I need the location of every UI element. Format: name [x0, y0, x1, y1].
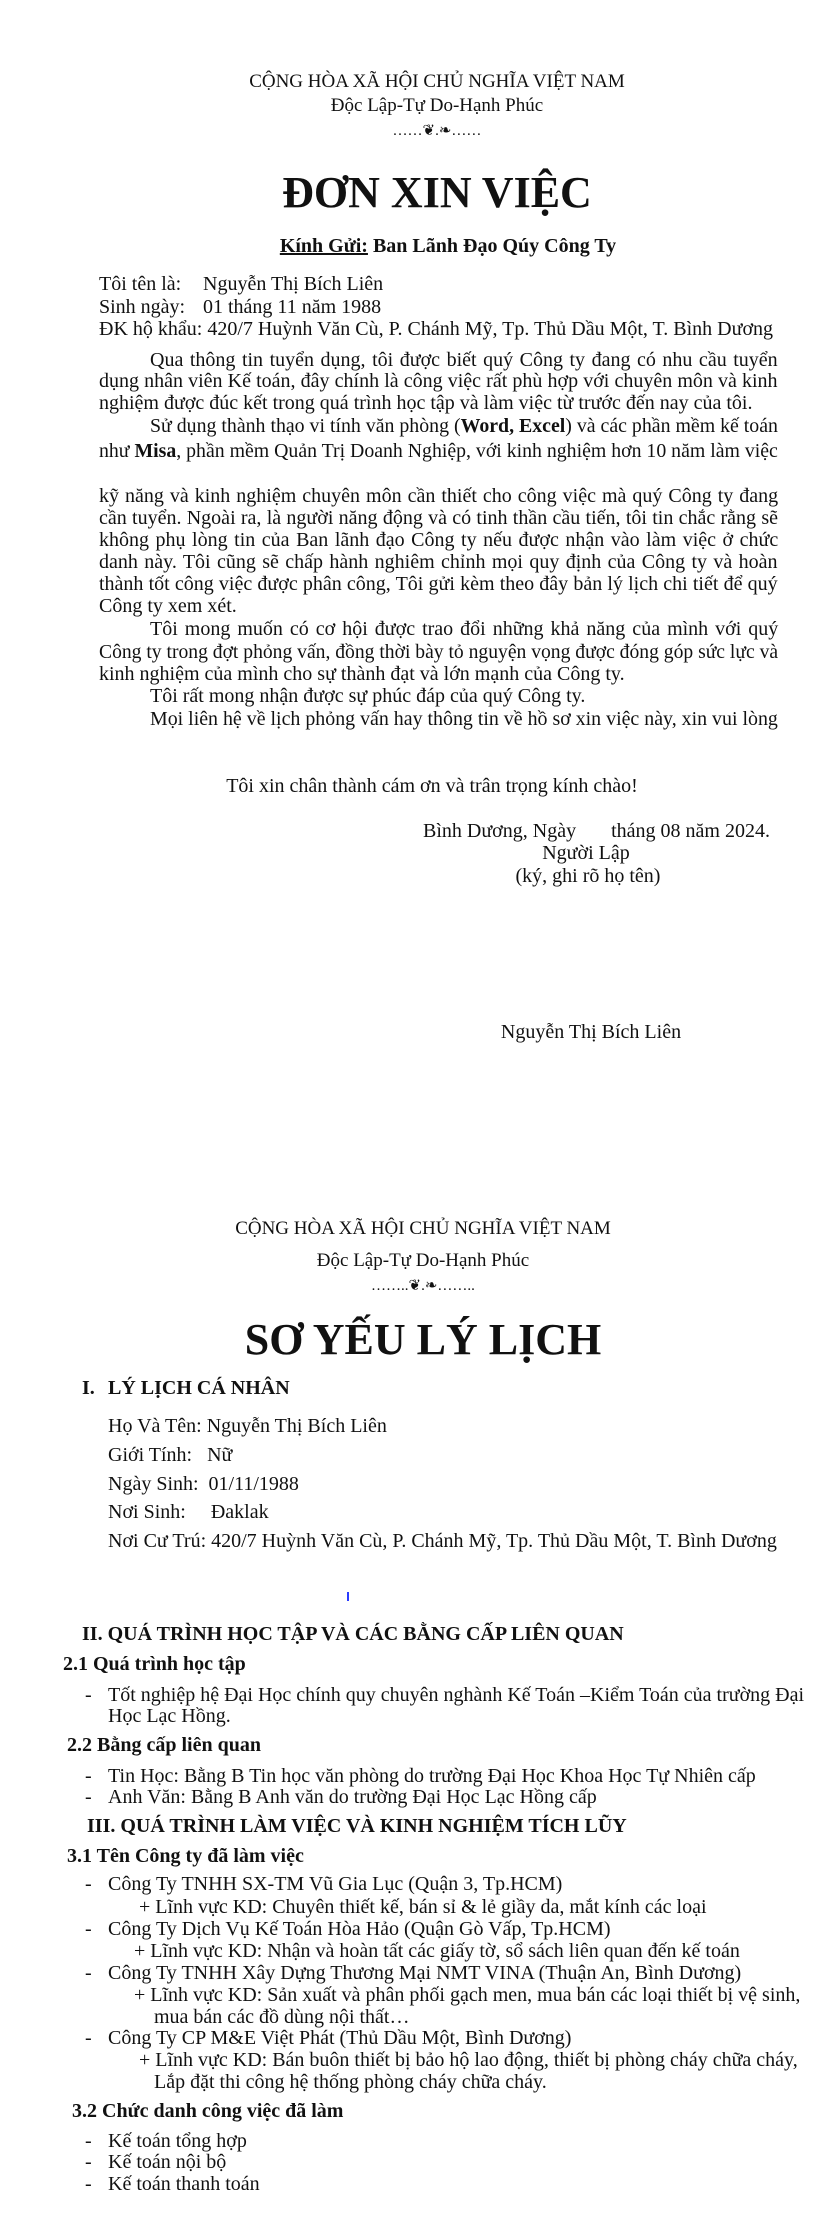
company-field: + Lĩnh vực KD: Nhận và hoàn tất các giấy tờ, sổ sách liên quan đến kế toán [134, 1940, 740, 1962]
field-value: 420/7 Huỳnh Văn Cù, P. Chánh Mỹ, Tp. Thủ Dầu Một, T. Bình Dương [207, 318, 774, 340]
personal-field: Giới Tính: Nữ [108, 1444, 233, 1466]
paragraph-line: Công ty xem xét. [99, 595, 237, 617]
position-item: Kế toán tổng hợp [108, 2130, 247, 2152]
field-value: 01 tháng 11 năm 1988 [203, 296, 382, 318]
field-birthdate [99, 296, 382, 318]
bullet: - [85, 1962, 92, 1984]
bullet: - [85, 1684, 92, 1706]
field-label: Sinh ngày: [99, 296, 186, 318]
field-label: ĐK hộ khẩu: [99, 318, 203, 340]
bullet: - [85, 2173, 92, 2195]
section-heading-work: III. QUÁ TRÌNH LÀM VIỆC VÀ KINH NGHIỆM TÍCH LŨY [87, 1815, 627, 1837]
company-name: Công Ty TNHH SX-TM Vũ Gia Lục (Quận 3, Tp.HCM) [108, 1873, 563, 1895]
date-line: Bình Dương, Ngày tháng 08 năm 2024. [423, 820, 770, 842]
paragraph-line: nghiệm được đúc kết trong quá trình học tập và làm việc từ trước đến nay của tôi. [99, 392, 753, 414]
section-title: LÝ LỊCH CÁ NHÂN [108, 1377, 290, 1399]
bullet: - [85, 2130, 92, 2152]
recipient-value: Ban Lãnh Đạo Qúy Công Ty [367, 235, 617, 257]
paragraph-line: không phụ lòng tin của Ban lãnh đạo Công ty nếu được nhận vào làm việc ở chức [99, 529, 779, 551]
signer-note: (ký, ghi rõ họ tên) [515, 865, 661, 887]
subsection-heading: 2.1 Quá trình học tập [63, 1653, 246, 1675]
company-field: + Lĩnh vực KD: Bán buôn thiết bị bảo hộ lao động, thiết bị phòng cháy chữa cháy, [139, 2049, 798, 2071]
list-item: Học Lạc Hồng. [108, 1705, 231, 1727]
paragraph-line: thành tốt công việc được phân công, Tôi gửi kèm theo đây bản lý lịch chi tiết để quý [99, 573, 778, 595]
recipient-line [48, 236, 827, 257]
recipient-label: Kính Gửi: [279, 235, 368, 257]
paragraph-line: Mọi liên hệ về lịch phỏng vấn hay thông tin về hồ sơ xin việc này, xin vui lòng [150, 708, 778, 730]
paragraph-line: cần tuyển. Ngoài ra, là người năng động và có tinh thần cầu tiến, tôi tin chắc rằng sẽ [99, 507, 778, 529]
bullet: - [85, 1765, 92, 1787]
field-label: Tôi tên là: [99, 273, 182, 295]
field-address [99, 319, 773, 340]
list-item: Tốt nghiệp hệ Đại Học chính quy chuyên nghành Kế Toán –Kiểm Toán của trường Đại [108, 1684, 805, 1706]
personal-field: Họ Và Tên: Nguyễn Thị Bích Liên [108, 1415, 387, 1437]
position-item: Kế toán thanh toán [108, 2173, 260, 2195]
personal-field: Ngày Sinh: 01/11/1988 [108, 1473, 299, 1495]
paragraph-line [150, 416, 778, 437]
list-item: Anh Văn: Bằng B Anh văn do trường Đại Học Lạc Hồng cấp [108, 1786, 597, 1808]
section-heading-education: II. QUÁ TRÌNH HỌC TẬP VÀ CÁC BẰNG CẤP LIÊN QUAN [82, 1623, 624, 1645]
company-field: mua bán các đồ dùng nội thất… [154, 2006, 410, 2028]
nation-header: CỘNG HÒA XÃ HỘI CHỦ NGHĨA VIỆT NAM [249, 71, 625, 92]
company-name: Công Ty Dịch Vụ Kế Toán Hòa Hảo (Quận Gò Vấp, Tp.HCM) [108, 1918, 611, 1940]
paragraph-line [99, 441, 778, 462]
paragraph-line: Tôi rất mong nhận được sự phúc đáp của quý Công ty. [150, 685, 586, 707]
paragraph-line: Tôi mong muốn có cơ hội được trao đổi những khả năng của mình với quý [150, 618, 779, 640]
bullet: - [85, 1786, 92, 1808]
paragraph-line: dụng nhân viên Kế toán, đây chính là công việc rất phù hợp với chuyên môn và kinh [99, 370, 778, 392]
subsection-heading: 3.1 Tên Công ty đã làm việc [67, 1845, 304, 1867]
page-title: ĐƠN XIN VIỆC [282, 168, 592, 217]
personal-field: Nơi Cư Trú: 420/7 Huỳnh Văn Cù, P. Chánh Mỹ, Tp. Thủ Dầu Một, T. Bình Dương [108, 1530, 777, 1552]
section-number: I. [82, 1377, 95, 1399]
paragraph-line: danh này. Tôi cũng sẽ chấp hành nghiêm chỉnh mọi quy định của Công ty và hoàn [99, 551, 778, 573]
cursor-mark [347, 1592, 349, 1601]
company-name: Công Ty CP M&E Việt Phát (Thủ Dầu Một, Bình Dương) [108, 2027, 572, 2049]
bullet: - [85, 1873, 92, 1895]
list-item: Tin Học: Bằng B Tin học văn phòng do trường Đại Học Khoa Học Tự Nhiên cấp [108, 1765, 756, 1787]
paragraph-line: kinh nghiệm của mình cho sự thành đạt và lớn mạnh của Công ty. [99, 663, 625, 685]
text: như [99, 440, 135, 462]
company-field: + Lĩnh vực KD: Chuyên thiết kế, bán sỉ & lẻ giầy da, mắt kính các loại [139, 1896, 707, 1918]
motto: Độc Lập-Tự Do-Hạnh Phúc [316, 1250, 530, 1271]
bullet: - [85, 2027, 92, 2049]
text: , phần mềm Quản Trị Doanh Nghiệp, với kinh nghiệm hơn 10 năm làm việc [176, 440, 778, 462]
ornament: ……..❦.❧…….. [371, 1278, 475, 1294]
paragraph-line: Công ty trong đợt phỏng vấn, đồng thời bày tỏ nguyện vọng được đóng góp sức lực và [99, 641, 779, 663]
bold-text: Word, Excel [460, 415, 566, 437]
personal-field: Nơi Sinh: Đaklak [108, 1501, 269, 1523]
motto: Độc Lập-Tự Do-Hạnh Phúc [330, 95, 544, 116]
field-name [99, 273, 384, 295]
subsection-heading: 3.2 Chức danh công việc đã làm [72, 2100, 344, 2122]
bold-text: Misa [134, 440, 177, 462]
bullet: - [85, 1918, 92, 1940]
paragraph-line: kỹ năng và kinh nghiệm chuyên môn cần thiết cho công việc mà quý Công ty đang [99, 485, 779, 507]
cv-title: SƠ YẾU LÝ LỊCH [244, 1315, 602, 1364]
company-field: + Lĩnh vực KD: Sản xuất và phân phối gạch men, mua bán các loại thiết bị vệ sinh, [134, 1984, 801, 2006]
subsection-heading: 2.2 Bằng cấp liên quan [67, 1734, 261, 1756]
company-name: Công Ty TNHH Xây Dựng Thương Mại NMT VINA (Thuận An, Bình Dương) [108, 1962, 742, 1984]
signer-name: Nguyễn Thị Bích Liên [500, 1021, 682, 1043]
position-item: Kế toán nội bộ [108, 2151, 227, 2173]
company-field: Lắp đặt thi công hệ thống phòng cháy chữa cháy. [154, 2071, 547, 2093]
closing-line: Tôi xin chân thành cám ơn và trân trọng kính chào! [226, 775, 638, 797]
section-heading-personal [82, 1377, 290, 1399]
bullet: - [85, 2151, 92, 2173]
signer-title: Người Lập [542, 842, 630, 864]
field-value: Nguyễn Thị Bích Liên [203, 273, 384, 295]
text: Sử dụng thành thạo vi tính văn phòng ( [150, 415, 461, 437]
ornament: ……❦.❧…… [392, 123, 482, 139]
paragraph-line: Qua thông tin tuyển dụng, tôi được biết quý Công ty đang có nhu cầu tuyển [150, 349, 778, 371]
nation-header: CỘNG HÒA XÃ HỘI CHỦ NGHĨA VIỆT NAM [235, 1218, 611, 1239]
text: ) và các phần mềm kế toán [565, 415, 778, 437]
